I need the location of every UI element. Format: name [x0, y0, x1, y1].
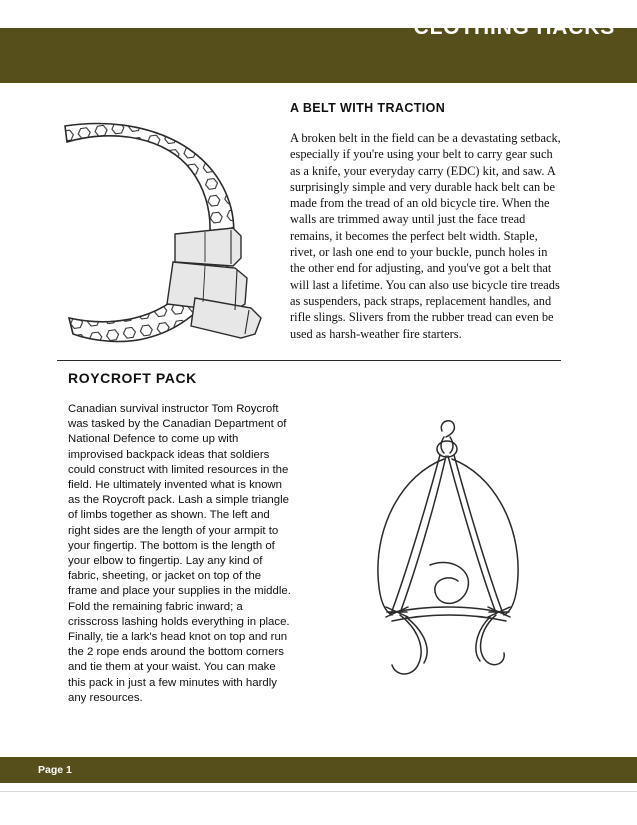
- page-number: Page 1: [38, 764, 72, 776]
- section-body-roycroft: Canadian survival instructor Tom Roycroft was tasked by the Canadian Department of National Defence to come up with improvised backpack ideas that soldiers could construct with limited resources in the field. He ultimately invented what is known as the Roycroft pack. Lash a simple triangle of limbs together as shown. The left and right sides are the length of your armpit to your fingertip. The bottom is the length of your elbow to fingertip. Lay any kind of fabric, sheeting, or jacket on top of the frame and place your supplies in the middle. Fold the remaining fabric inward; a crisscross lashing holds everything in place. Finally, tie a lark's head knot on top and run the 2 rope ends around the bottom corners and tie them at your waist. You can make this pack in just a few minutes with hardly any resources.: [68, 403, 291, 704]
- section-divider: [57, 360, 561, 361]
- bicycle-tire-tread-belt-illustration: [55, 112, 270, 347]
- footer-bar: [0, 757, 637, 783]
- section-body-belt: A broken belt in the field can be a devastating setback, especially if you're using your belt to carry gear such as a knife, your everyday carry (EDC) kit, and saw. A surprisingly simple and very durable hack belt can be made from the tread of an old bicycle tire. When the walls are trimmed away until just the face tread remains, it becomes the perfect belt width. Staple, rivet, or lash one end to your buckle, punch holes in the other end for adjusting, and you've got a belt that will last a lifetime. You can also use bicycle tire treads as suspenders, pack straps, replacement handles, and rifle slings. Slivers from the rubber tread can even be used as harsh-weather fire starters.: [290, 131, 561, 341]
- footer-rule: [0, 791, 637, 792]
- section-title-roycroft: ROYCROFT PACK: [68, 370, 197, 386]
- roycroft-pack-frame-illustration: [330, 415, 570, 685]
- page-title: CLOTHING HACKS: [413, 16, 615, 39]
- section-title-belt: A BELT WITH TRACTION: [290, 101, 446, 115]
